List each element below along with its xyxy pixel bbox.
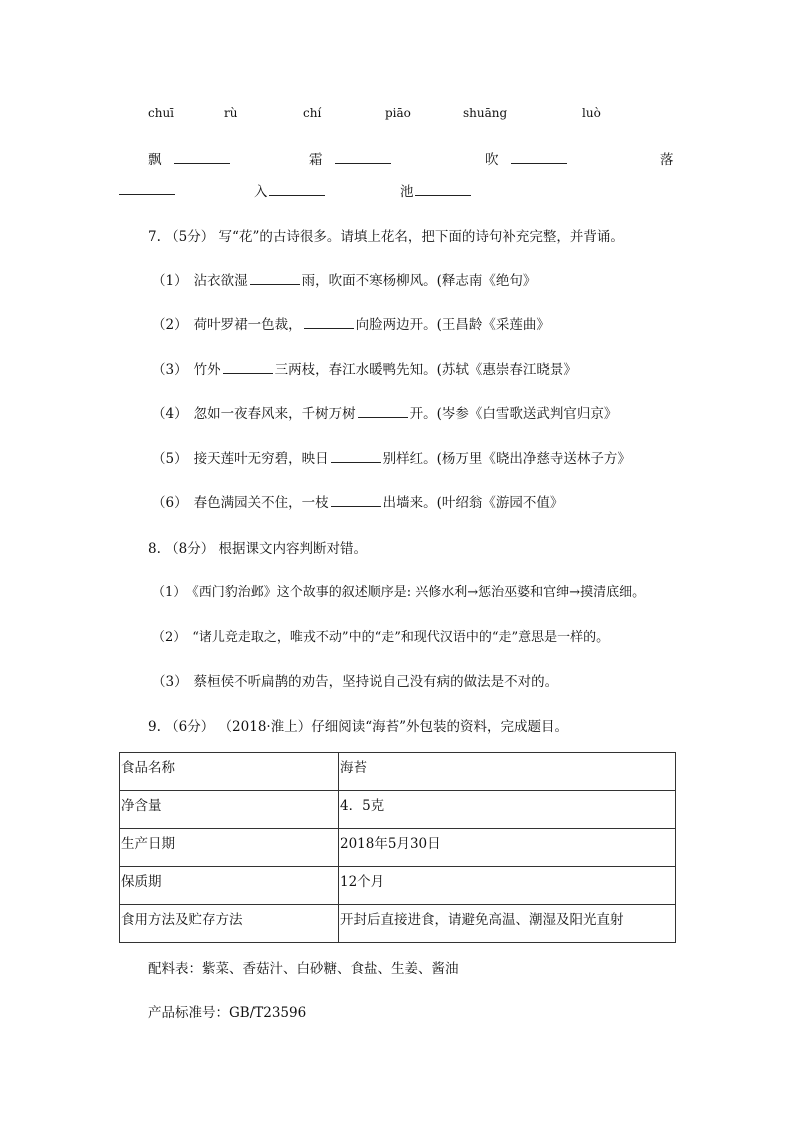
answer-blank[interactable] [304,314,354,329]
table-cell: 4．5克 [339,791,676,829]
table-row [120,829,676,867]
answer-blank[interactable] [174,149,230,164]
table-row [120,753,676,791]
table-cell: 2018年5月30日 [339,829,676,867]
pinyin-piao: piāo [385,106,411,120]
char-ru-group [254,180,327,200]
pinyin-ru: rù [224,106,238,120]
answer-blank[interactable] [223,359,273,374]
char-shuang: 霜 [309,152,323,168]
q7-title: 7. （5分） 写“花”的古诗很多。请填上花名，把下面的诗句补充完整，并背诵。 [148,229,624,245]
pinyin-luo: luò [582,106,601,120]
answer-blank[interactable] [250,270,300,285]
char-chui: 吹 [485,152,499,168]
table-cell: 海苔 [339,753,676,791]
product-info-table [119,752,676,943]
table-row [120,905,676,943]
table-cell: 食用方法及贮存方法 [120,905,339,943]
table-row [120,791,676,829]
answer-blank[interactable] [331,492,381,507]
q8-item-1: （1） 《西门豹治邺》这个故事的叙述顺序是: 兴修水利→惩治巫婆和官绅→摸清底细。 [152,585,646,600]
table-cell: 开封后直接进食，请避免高温、潮湿及阳光直射 [339,905,676,943]
q7-item-1: （1） 沾衣欲湿 雨，吹面不寒杨柳风。(释志南《绝句》 [152,269,536,289]
char-luo: 落 [660,152,674,168]
char-chui-group [485,148,569,168]
q7-item-3: （3） 竹外 三两枝，春江水暖鸭先知。(苏轼《惠崇春江晓景》 [152,358,577,378]
q8-item-2: （2） “诸儿竞走取之，唯戎不动”中的“走”和现代汉语中的“走”意思是一样的。 [152,630,610,645]
q7-item-2: （2） 荷叶罗裙一色裁， 向脸两边开。(王昌龄《采莲曲》 [152,313,550,333]
answer-blank[interactable] [511,149,567,164]
pinyin-shuang: shuāng [463,106,508,120]
table-cell: 保质期 [120,867,339,905]
table-cell: 12个月 [339,867,676,905]
table-cell: 净含量 [120,791,339,829]
standard-text: 产品标准号：GB/T23596 [148,1005,307,1021]
answer-blank[interactable] [331,448,381,463]
char-chi-group [400,180,473,200]
q8-item-3: （3） 蔡桓侯不听扁鹊的劝告，坚持说自己没有病的做法是不对的。 [152,674,559,690]
answer-blank[interactable] [335,149,391,164]
q9-title: 9. （6分） （2018·淮上）仔细阅读“海苔”外包装的资料，完成题目。 [148,719,569,735]
char-piao-group [148,148,232,168]
answer-blank-luo[interactable] [119,180,175,199]
pinyin-chi: chí [303,106,322,120]
answer-blank[interactable] [415,181,471,196]
pinyin-chui: chuī [148,106,175,120]
table-cell: 食品名称 [120,753,339,791]
q7-item-5: （5） 接天莲叶无穷碧，映日 别样红。(杨万里《晓出净慈寺送林子方》 [152,447,631,467]
q7-item-6: （6） 春色满园关不住，一枝 出墙来。(叶绍翁《游园不值》 [152,491,563,511]
q7-item-4: （4） 忽如一夜春风来，千树万树 开。(岑参《白雪歌送武判官归京》 [152,402,617,422]
table-row [120,867,676,905]
char-piao: 飘 [148,152,162,168]
char-shuang-group [309,148,393,168]
q8-title: 8. （8分） 根据课文内容判断对错。 [148,541,368,557]
char-ru: 入 [254,184,268,200]
ingredients-text: 配料表：紫菜、香菇汁、白砂糖、食盐、生姜、酱油 [148,961,459,977]
answer-blank[interactable] [269,181,325,196]
char-chi: 池 [400,184,414,200]
table-cell: 生产日期 [120,829,339,867]
answer-blank[interactable] [358,403,408,418]
